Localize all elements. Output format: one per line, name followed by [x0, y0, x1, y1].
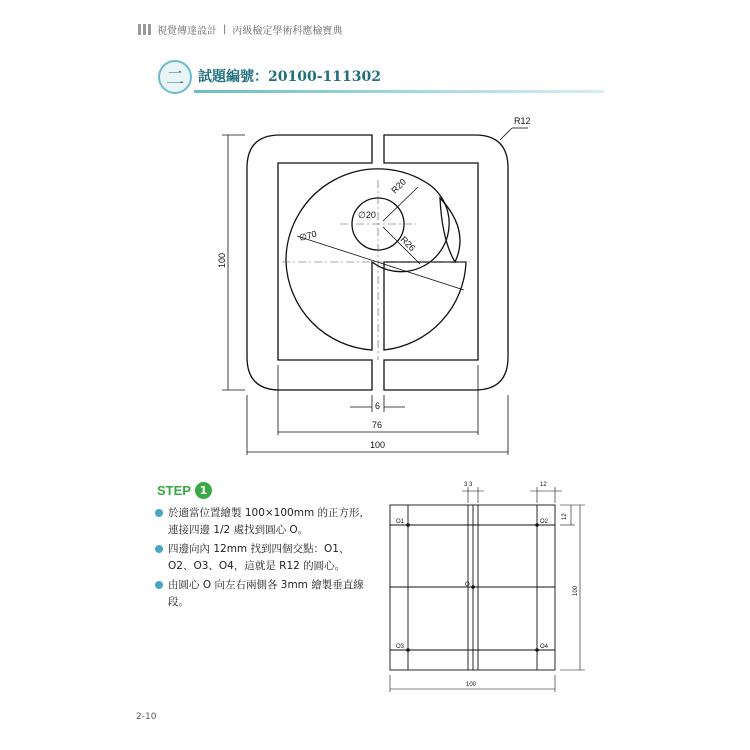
instruction-item: [155, 577, 370, 611]
page-number: 2-10: [136, 712, 157, 722]
label-o: O: [465, 582, 470, 588]
step-label: STEP: [157, 483, 191, 498]
book-title: 視覺傳達設計: [157, 26, 217, 37]
label-76: 76: [372, 420, 383, 430]
label-100-bottom: 100: [370, 440, 386, 450]
label-r12: R12: [514, 116, 531, 126]
section-number-badge: 二: [158, 60, 192, 94]
step-instructions: [155, 505, 370, 613]
instruction-item: [155, 541, 370, 575]
label-d20: ∅20: [358, 210, 376, 220]
instruction-text: 四邊向內 12mm 找到四個交點：O1、O2、O3、O4，這就是 R12 的圓心。: [168, 543, 350, 572]
instruction-text: 於適當位置繪製 100×100mm 的正方形，連接四邊 1/2 處找到圓心 O。: [168, 507, 371, 536]
instruction-item: [155, 505, 370, 539]
label-12-side: 12: [562, 513, 568, 520]
label-100-side: 100: [573, 585, 579, 596]
step1-labels: [396, 482, 579, 688]
center-lines: [282, 180, 470, 360]
label-12-top: 12: [540, 482, 547, 488]
label-o4: O4: [540, 644, 549, 650]
label-r26: R26: [398, 234, 418, 254]
instruction-text: 由圓心 O 向左右兩側各 3mm 繪製垂直線段。: [168, 579, 364, 608]
step1-points: [406, 523, 539, 652]
label-100-step-bottom: 100: [466, 682, 477, 688]
book-subtitle: 丙級檢定學術科應檢寶典: [232, 26, 343, 37]
label-6: 6: [375, 401, 381, 411]
label-d70: ∅70: [297, 228, 318, 243]
label-o1: O1: [396, 519, 405, 525]
header-separator: |: [223, 24, 227, 35]
step1-dimensions: [390, 487, 585, 692]
label-100-left: 100: [217, 252, 227, 268]
main-figure-outline: [247, 135, 508, 390]
step-number: 1: [195, 482, 212, 499]
step-badge: [157, 482, 212, 499]
bullet-dot-icon: [155, 581, 163, 589]
label-3-3: 3 3: [464, 482, 473, 488]
label-o2: O2: [540, 519, 549, 525]
bullet-dot-icon: [155, 509, 163, 517]
label-r20: R20: [389, 176, 409, 196]
dimension-labels: [217, 116, 531, 450]
section-title: 試題編號：20100-111302: [198, 69, 381, 85]
bullet-dot-icon: [155, 545, 163, 553]
label-o3: O3: [396, 644, 405, 650]
